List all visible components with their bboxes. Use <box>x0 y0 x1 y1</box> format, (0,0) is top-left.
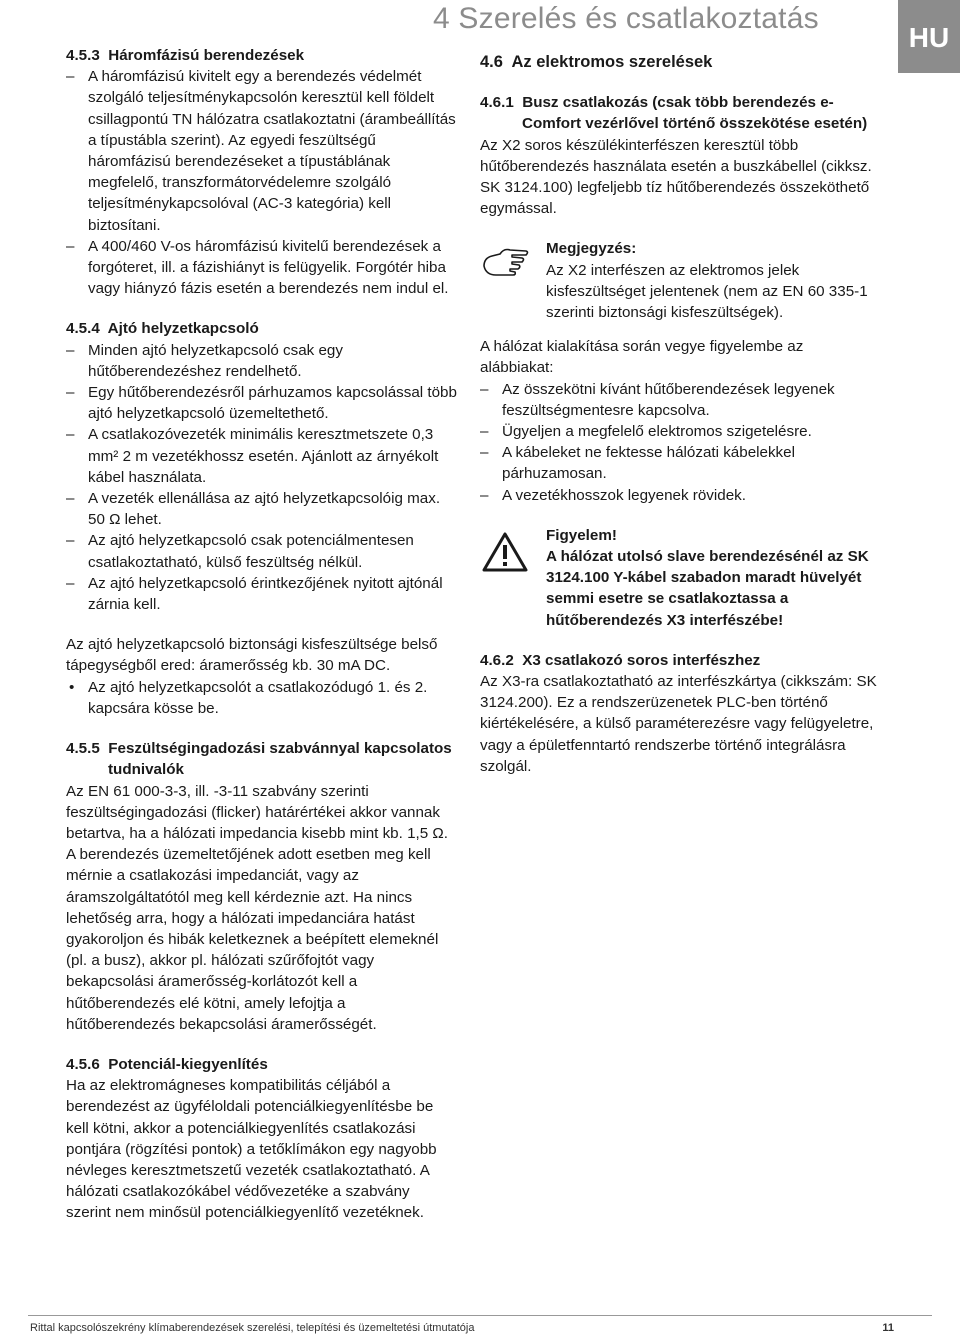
list-item: – A vezeték ellenállása az ajtó helyzetkapcsolóig max. 50 Ω lehet. <box>66 488 458 530</box>
note-text: Az X2 interfészen az elektromos jelek kisfeszültséget jelentenek (nem az EN 60 335-1 szerinti biztonsági kisfeszültségek). <box>546 261 868 322</box>
paragraph: Ha az elektromágneses kompatibilitás céljából a berendezést az ügyféloldali potenciálkiegyenlítésbe be kell kötni, akkor a potenciálkiegyenlítés csatlakozási pontjára (rögzítési pontok) a tetőklímákon egy nagyobb névleges keresztmetszetű vezeték csatlakoztatható. A hálózati csatlakozókábel védővezetéke a szabvány szerint nem minősül potenciálkiegyenlítő vezetéknek. <box>66 1077 437 1222</box>
list-4-5-3 <box>66 66 458 299</box>
list-item: – A kábeleket ne fektesse hálózati kábelekkel párhuzamosan. <box>480 442 880 484</box>
footer-rule <box>28 1315 932 1316</box>
warning-triangle-icon <box>482 531 528 573</box>
list-item: – Az összekötni kívánt hűtőberendezések legyenek feszültségmentesre kapcsolva. <box>480 379 880 421</box>
section-title: X3 csatlakozó soros interfészhez <box>522 651 761 669</box>
section-4-5-3-heading <box>66 45 458 66</box>
right-column <box>480 52 880 777</box>
section-4-5-6-heading <box>66 1054 458 1075</box>
warning-box <box>480 525 880 631</box>
list-4-5-4 <box>66 340 458 616</box>
section-title: Feszültségingadozási szabvánnyal kapcsolatos tudnivalók <box>108 740 452 779</box>
paragraph: Az X3-ra csatlakoztatható az interfészkártya (cikkszám: SK 3124.200). Ez a rendszerüzenetek PLC-ben történő kiértékelésére, a külső paraméterezésre vagy felügyeletre, vagy a épületfenntartó rendszerbe történő integrálásra szolgál. <box>480 673 877 775</box>
section-number: 4.5.4 <box>66 320 100 338</box>
paragraph: A hálózat kialakítása során vegye figyelembe az alábbiakat: <box>480 338 804 377</box>
section-4-5-4-heading <box>66 318 458 339</box>
list-item: – A háromfázisú kivitelt egy a berendezés védelmét szolgáló teljesítménykapcsolón keresztül kell földelt csillagpontú TN hálózatra csatlakoztatni (árambeállítás a típustábla szerint). Az egyedi feszültségű háromfázisú berendezéseket a típustáblának megfelelő, transzformátorvédelemre szolgáló teljesítménykapcsolóval (AC-3 kategória) kell biztosítani. <box>66 66 458 236</box>
network-list <box>480 379 880 506</box>
note-box <box>480 238 880 323</box>
note-title: Megjegyzés: <box>546 240 637 258</box>
list-item: – Az ajtó helyzetkapcsoló érintkezőjének nyitott ajtónál zárnia kell. <box>66 573 458 615</box>
section-4-6-1-heading <box>480 92 880 134</box>
list-item: – A csatlakozóvezeték minimális keresztmetszete 0,3 mm² 2 m vezetékhossz esetén. Ajánlott az árnyékolt kábel használata. <box>66 424 458 488</box>
section-4-6-2-heading <box>480 650 880 671</box>
language-tab: HU <box>898 0 960 73</box>
page-title: 4 Szerelés és csatlakoztatás <box>433 2 819 35</box>
section-title: Busz csatlakozás (csak több berendezés e-Comfort vezérlővel történő összekötése esetén) <box>522 94 868 133</box>
warning-title: Figyelem! <box>546 526 617 544</box>
list-item: – A vezetékhosszok legyenek rövidek. <box>480 485 880 506</box>
section-number: 4.6.2 <box>480 651 514 669</box>
pointing-hand-icon <box>482 242 530 282</box>
section-title: Az elektromos szerelések <box>511 53 713 71</box>
list-item: – Az ajtó helyzetkapcsoló csak potenciálmentesen csatlakoztatható, külső feszültség nélkül. <box>66 530 458 572</box>
section-number: 4.6 <box>480 53 503 71</box>
left-column <box>66 45 458 1224</box>
bullet-item: • Az ajtó helyzetkapcsolót a csatlakozódugó 1. és 2. kapcsára kösse be. <box>66 677 458 719</box>
section-title: Ajtó helyzetkapcsoló <box>107 320 259 338</box>
section-number: 4.6.1 <box>480 94 514 112</box>
paragraph: Az X2 soros készülékinterfészen keresztül több hűtőberendezés használata esetén a buszkábellel (cikksz. SK 3124.100) legfeljebb tíz hűtőberendezés összeköthető egymással. <box>480 136 872 218</box>
section-4-5-5-heading <box>66 738 458 780</box>
paragraph: Az ajtó helyzetkapcsoló biztonsági kisfeszültsége belső tápegységből ered: áramerősség kb. 30 mA DC. <box>66 636 438 675</box>
list-item: – A 400/460 V-os háromfázisú kivitelű berendezések a forgóteret, ill. a fázishiányt is felügyelik. Forgótér hiba vagy hiányzó fázis esetén a berendezés nem indul el. <box>66 236 458 300</box>
section-number: 4.5.3 <box>66 47 100 64</box>
paragraph: Az EN 61 000-3-3, ill. -3-11 szabvány szerinti feszültségingadozási (flicker) határértékei akkor vannak betartva, ha a hálózati impedancia kisebb mint kb. 1,5 Ω. A berendezés üzemeltetőjének adott esetben meg kell mérnie a csatlakozási impedanciát, vagy az áramszolgáltatótól meg kell kérdeznie azt. Ha nincs lehetőség arra, hogy a hálózati impedanciára hatást gyakoroljon és hibák keletkeznek a beépített elemeknél (pl. a busz), akkor pl. hálózati szűrőfojtót vagy bekapcsolási áramerősség-korlátozót kell a hűtőberendezés elé kötni, amely lefojtja a hűtőberendezés bekapcsolási áramerősségét. <box>66 782 448 1033</box>
list-item: – Ügyeljen a megfelelő elektromos szigetelésre. <box>480 421 880 442</box>
list-item: – Minden ajtó helyzetkapcsoló csak egy hűtőberendezéshez rendelhető. <box>66 340 458 382</box>
section-4-6-heading <box>480 52 880 73</box>
section-title: Potenciál-kiegyenlítés <box>108 1055 268 1073</box>
list-item: – Egy hűtőberendezésről párhuzamos kapcsolással több ajtó helyzetkapcsoló üzemeltethető. <box>66 382 458 424</box>
footer-text: Rittal kapcsolószekrény klímaberendezések szerelési, telepítési és üzemeltetési útmutatója <box>30 1322 475 1334</box>
page-number: 11 <box>882 1322 894 1334</box>
warning-text: A hálózat utolsó slave berendezésénél az SK 3124.100 Y-kábel szabadon maradt hüvelyét semmi esetre se csatlakoztassa a hűtőberendezés X3 interfészébe! <box>546 548 869 629</box>
section-number: 4.5.5 <box>66 740 100 758</box>
section-number: 4.5.6 <box>66 1055 100 1073</box>
section-title: Háromfázisú berendezések <box>108 47 305 64</box>
bullet-list <box>66 677 458 719</box>
